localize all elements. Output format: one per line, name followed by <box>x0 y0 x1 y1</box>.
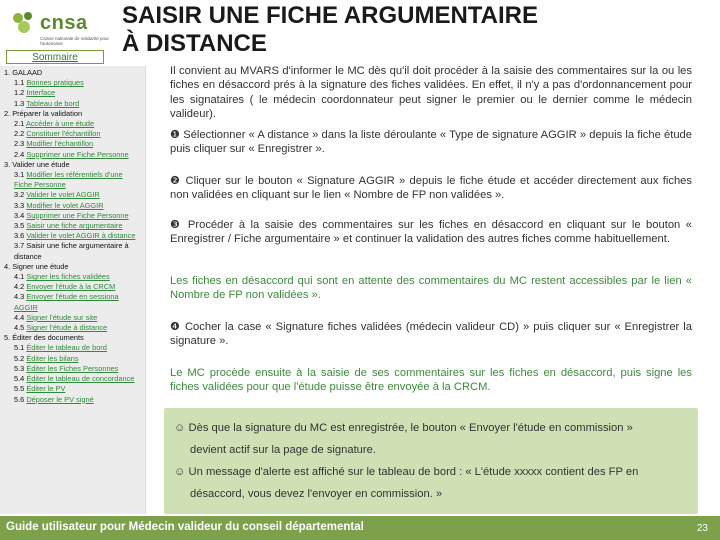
toc-item[interactable] <box>4 211 141 221</box>
toc-item[interactable] <box>4 170 141 190</box>
toc-label[interactable]: Modifier l'échantillon <box>26 139 94 149</box>
toc-label[interactable]: Saisir une fiche argumentaire <box>26 221 123 231</box>
toc-number: 5.4 <box>14 374 25 384</box>
toc-label[interactable]: Signer l'étude à distance <box>26 323 108 333</box>
step-3: ❸ Procéder à la saisie des commentaires sur les fiches en désaccord en cliquant sur le bouton « Enregistrer / Fiche argumentaire » et continuer la validation des autres fiches comme habituellement. <box>170 219 692 246</box>
toc-number: 5.2 <box>14 353 25 363</box>
footer-bar <box>0 516 720 540</box>
toc-label: Valider une étude <box>12 159 70 169</box>
step-4: ❹ Cocher la case « Signature fiches validées (médecin valideur CD) » puis cliquer sur « Enregistrer la signature ». <box>170 321 692 348</box>
toc-number: 2. <box>4 108 11 118</box>
tip-1-line-a: Dès que la signature du MC est enregistrée, le bouton « Envoyer l'étude en commission » <box>188 422 633 434</box>
toc-label[interactable]: Éditer les bilans <box>26 353 79 363</box>
tip-1-line-b: devient actif sur la page de signature. <box>190 444 376 456</box>
toc-number: 2.1 <box>14 119 25 129</box>
toc-label[interactable]: Supprimer une Fiche Personne <box>26 210 129 220</box>
toc-number: 5.3 <box>14 363 25 373</box>
toc-label[interactable]: Éditer les Fiches Personnes <box>26 363 119 373</box>
toc-item[interactable] <box>4 364 141 374</box>
toc-item[interactable] <box>4 343 141 353</box>
toc-number: 3.3 <box>14 200 25 210</box>
tip-1 <box>174 422 633 434</box>
toc-label[interactable]: Bonnes pratiques <box>26 78 84 88</box>
toc-label[interactable]: Supprimer une Fiche Personne <box>26 149 129 159</box>
cnsa-logo <box>6 6 110 54</box>
toc-item[interactable] <box>4 231 141 241</box>
toc-number: 2.2 <box>14 129 25 139</box>
page-title-line-2: À DISTANCE <box>122 30 267 57</box>
toc-item[interactable] <box>4 150 141 160</box>
step-1: ❶ Sélectionner « A distance » dans la liste déroulante « Type de signature AGGIR » depuis la fiche étude puis cliquer sur « Enregistrer ». <box>170 129 692 156</box>
toc-item[interactable] <box>4 190 141 200</box>
toc-item[interactable] <box>4 395 141 405</box>
toc-number: 4.2 <box>14 282 25 292</box>
toc-item[interactable] <box>4 272 141 282</box>
note-mc-process: Le MC procède ensuite à la saisie de ses commentaires sur les fiches en désaccord, puis signe les fiches validées pour que l'étude puisse être envoyée à la CRCM. <box>170 367 692 394</box>
tip-2-line-a: Un message d'alerte est affiché sur le tableau de bord : « L'étude xxxxx contient des FP en <box>188 466 639 478</box>
toc-label[interactable]: Envoyer l'étude en sessiona AGGIR <box>14 292 119 312</box>
toc-number: 1.2 <box>14 88 25 98</box>
footer-title: Guide utilisateur pour Médecin valideur du conseil départemental <box>6 521 364 533</box>
toc-number: 5.6 <box>14 394 25 404</box>
toc-label[interactable]: Modifier le volet AGGIR <box>26 200 104 210</box>
toc-section <box>4 160 141 170</box>
tip-box <box>164 408 698 514</box>
toc-number: 3.4 <box>14 210 25 220</box>
toc-item <box>4 241 141 261</box>
toc-item[interactable] <box>4 201 141 211</box>
toc-item[interactable] <box>4 88 141 98</box>
tip-2 <box>174 466 638 478</box>
info-icon: ☺ <box>174 422 189 434</box>
toc-number: 3.7 <box>14 241 25 251</box>
toc-item[interactable] <box>4 374 141 384</box>
toc-number: 4.1 <box>14 272 25 282</box>
toc-number: 5. <box>4 333 11 343</box>
toc-label: Saisir une fiche argumentaire à distance <box>14 241 129 261</box>
toc-number: 4. <box>4 261 11 271</box>
toc-label[interactable]: Signer les fiches validées <box>26 272 110 282</box>
toc-number: 3.5 <box>14 221 25 231</box>
toc-label[interactable]: Éditer le tableau de concordance <box>26 374 135 384</box>
toc-label[interactable]: Constituer l'échantillon <box>26 129 101 139</box>
toc-number: 1. <box>4 68 11 77</box>
page-title <box>122 2 538 58</box>
toc-item[interactable] <box>4 78 141 88</box>
toc-label[interactable]: Interface <box>26 88 56 98</box>
toc-label[interactable]: Tableau de bord <box>26 98 80 108</box>
step-2: ❷ Cliquer sur le bouton « Signature AGGIR » depuis le fiche étude et accéder directement aux fiches non validées en cliquant sur le lien « Nombre de FP non validées ». <box>170 175 692 202</box>
toc-label[interactable]: Déposer le PV signé <box>26 394 94 404</box>
toc-label[interactable]: Modifier les référentiels d'une Fiche Personne <box>14 170 123 190</box>
toc-label[interactable]: Éditer le tableau de bord <box>26 343 107 353</box>
toc-item[interactable] <box>4 292 141 312</box>
logo-tagline: Caisse nationale de solidarité pour l'autonomie <box>40 36 110 46</box>
toc-section <box>4 68 141 78</box>
toc-label: GALAAD <box>12 68 43 77</box>
toc-label: Éditer des documents <box>12 333 84 343</box>
toc-label: Préparer la validation <box>12 108 83 118</box>
toc-label[interactable]: Accéder à une étude <box>25 119 95 129</box>
intro-paragraph: Il convient au MVARS d'informer le MC dès qu'il doit procéder à la saisie des commentaires sur la ou les fiches en désaccord prés à la signature des fiches validées. En effet, il n'y a pas d'ordonnancement pour les signataires ( le médecin coordonnateur peut signer le premier ou le dernier comme le médecin valideur). <box>170 65 692 121</box>
sommaire-link[interactable]: Sommaire <box>6 50 104 64</box>
toc-section <box>4 262 141 272</box>
toc-item[interactable] <box>4 323 141 333</box>
toc-item[interactable] <box>4 313 141 323</box>
toc-number: 4.4 <box>14 312 25 322</box>
toc-label: Signer une étude <box>12 261 69 271</box>
page-number: 23 <box>696 523 708 534</box>
cnsa-logo-icon <box>10 10 38 36</box>
toc-item[interactable] <box>4 129 141 139</box>
toc-label[interactable]: Valider le volet AGGIR <box>26 190 100 200</box>
toc-label[interactable]: Valider le volet AGGIR à distance <box>26 231 136 241</box>
toc-section <box>4 109 141 119</box>
toc-item[interactable] <box>4 139 141 149</box>
toc-number: 1.3 <box>14 98 25 108</box>
toc-number: 3.1 <box>14 170 25 180</box>
toc-item[interactable] <box>4 221 141 231</box>
toc-number: 5.1 <box>14 343 25 353</box>
toc-number: 5.5 <box>14 384 25 394</box>
toc-item[interactable] <box>4 384 141 394</box>
toc-section <box>4 333 141 343</box>
toc-label[interactable]: Envoyer l'étude à la CRCM <box>26 282 116 292</box>
toc-number: 4.3 <box>14 292 25 302</box>
toc-item[interactable] <box>4 119 141 129</box>
toc-label[interactable]: Signer l'étude sur site <box>26 312 98 322</box>
toc-number: 3.2 <box>14 190 25 200</box>
logo-name: cnsa <box>40 12 88 34</box>
tip-2-line-b: désaccord, vous devez l'envoyer en commission. » <box>190 488 443 500</box>
toc-number: 2.3 <box>14 139 25 149</box>
toc-number: 2.4 <box>14 149 25 159</box>
page-title-line-1: SAISIR UNE FICHE ARGUMENTAIRE <box>122 2 539 29</box>
toc-item[interactable] <box>4 99 141 109</box>
toc-number: 3. <box>4 159 11 169</box>
sidebar-toc <box>0 66 146 514</box>
note-fiches-desaccord: Les fiches en désaccord qui sont en attente des commentaires du MC restent accessibles par le lien « Nombre de FP non validées ». <box>170 275 692 302</box>
info-icon: ☺ <box>174 466 189 478</box>
toc-item[interactable] <box>4 282 141 292</box>
toc-number: 3.6 <box>14 231 25 241</box>
toc-item[interactable] <box>4 354 141 364</box>
toc-number: 4.5 <box>14 323 25 333</box>
toc-label[interactable]: Éditer le PV <box>26 384 66 394</box>
toc-number: 1.1 <box>14 78 25 88</box>
